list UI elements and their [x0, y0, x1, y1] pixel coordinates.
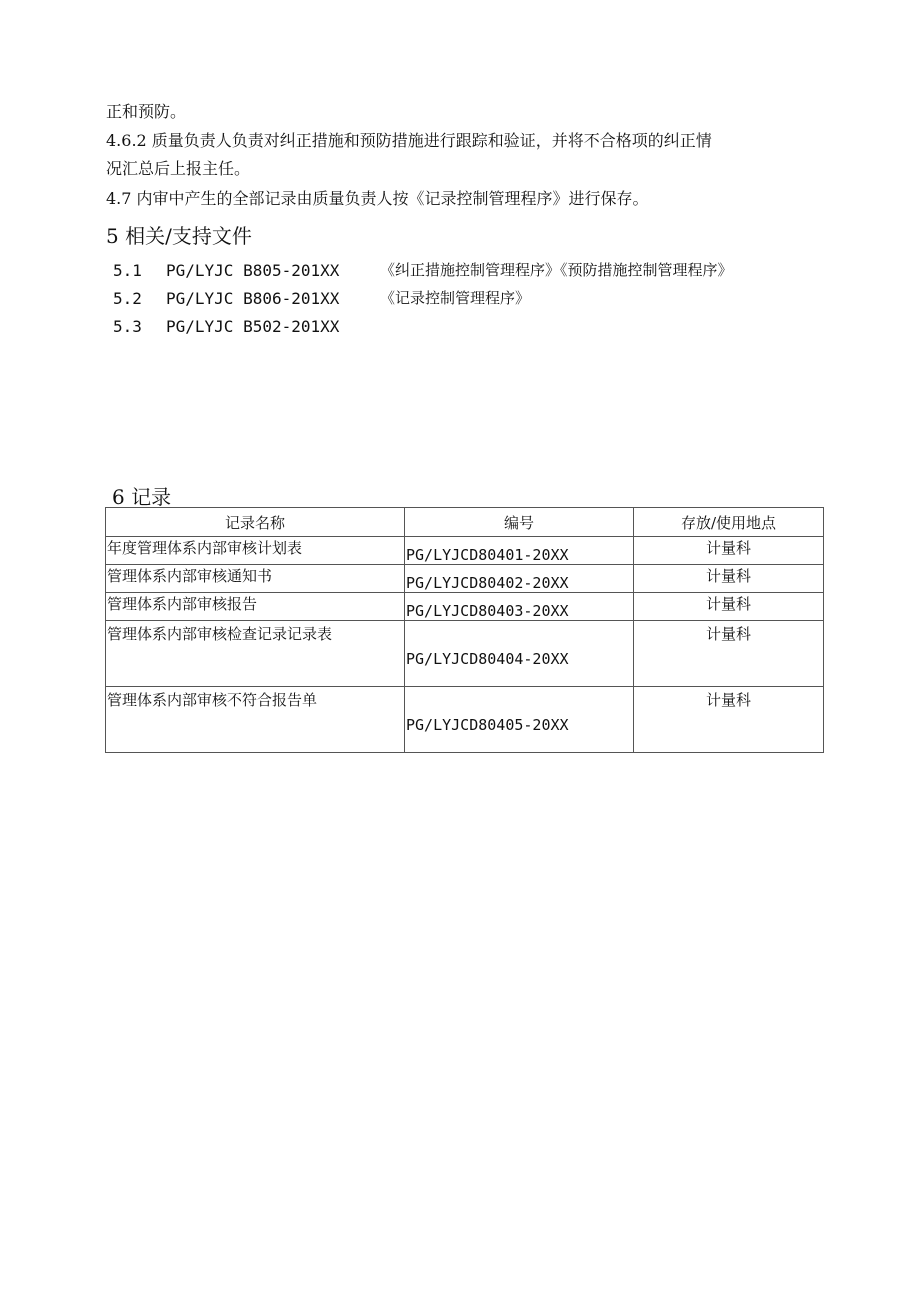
records-table: [105, 507, 824, 753]
table-row: [106, 687, 824, 753]
record-location: 计量科: [634, 565, 824, 593]
table-header-row: [106, 508, 824, 537]
record-name: 管理体系内部审核报告: [106, 593, 405, 621]
section-6-heading: 6 记录: [112, 485, 172, 509]
table-row: [106, 593, 824, 621]
table-row: [106, 537, 824, 565]
table-row: [106, 565, 824, 593]
ref-5-2-code: PG/LYJC B806-201XX: [166, 289, 340, 308]
record-name: 管理体系内部审核检查记录记录表: [106, 621, 405, 687]
record-code: PG/LYJCD80403-20XX: [405, 593, 634, 621]
record-code: PG/LYJCD80401-20XX: [405, 537, 634, 565]
ref-5-1-title: 《纠正措施控制管理程序》《预防措施控制管理程序》: [380, 261, 733, 279]
record-name: 年度管理体系内部审核计划表: [106, 537, 405, 565]
header-record-name: 记录名称: [106, 508, 405, 537]
ref-5-1-number: 5.1: [113, 261, 142, 280]
record-location: 计量科: [634, 537, 824, 565]
clause-4-7: 4.7 内审中产生的全部记录由质量负责人按《记录控制管理程序》进行保存。: [106, 189, 649, 208]
ref-5-3-code: PG/LYJC B502-201XX: [166, 317, 340, 336]
ref-5-1-code: PG/LYJC B805-201XX: [166, 261, 340, 280]
paragraph-continuation: 正和预防。: [106, 102, 187, 121]
header-location: 存放/使用地点: [634, 508, 824, 537]
record-location: 计量科: [634, 621, 824, 687]
record-code: PG/LYJCD80405-20XX: [405, 687, 634, 753]
record-code: PG/LYJCD80404-20XX: [405, 621, 634, 687]
clause-4-6-2: 4.6.2 质量负责人负责对纠正措施和预防措施进行跟踪和验证，并将不合格项的纠正情: [106, 131, 712, 150]
section-5-heading: 5 相关/支持文件: [106, 224, 252, 248]
record-location: 计量科: [634, 593, 824, 621]
table-row: [106, 621, 824, 687]
header-code: 编号: [405, 508, 634, 537]
record-code: PG/LYJCD80402-20XX: [405, 565, 634, 593]
ref-5-2-number: 5.2: [113, 289, 142, 308]
record-location: 计量科: [634, 687, 824, 753]
record-name: 管理体系内部审核不符合报告单: [106, 687, 405, 753]
ref-5-2-title: 《记录控制管理程序》: [380, 289, 531, 307]
ref-5-3-number: 5.3: [113, 317, 142, 336]
record-name: 管理体系内部审核通知书: [106, 565, 405, 593]
clause-4-6-2-continued: 况汇总后上报主任。: [106, 159, 251, 178]
